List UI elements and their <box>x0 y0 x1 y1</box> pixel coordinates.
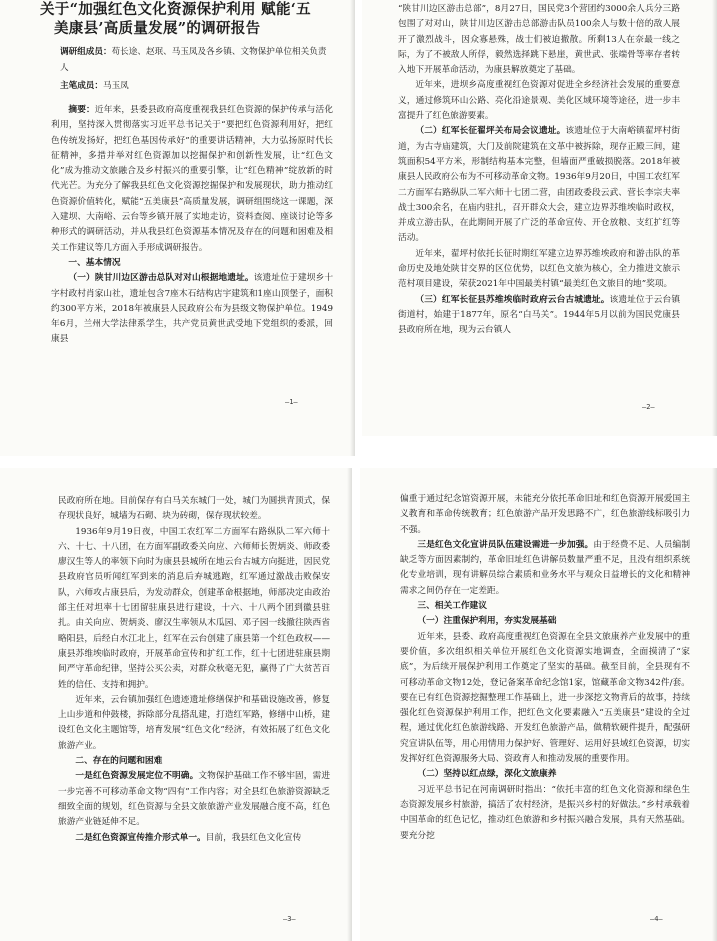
section-2-heading: 二、存在的问题和困难 <box>75 756 163 767</box>
lead-writer-label: 主笔成员： <box>60 81 103 91</box>
page-2-paragraph-2: 近年来，进坝乡高度重视红色资源对促进全乡经济社会发展的重要意义，通过修筑环山公路、亮化沿途景观、美化区域环境等途径，进一步丰富提升了红色旅游要素。 <box>398 80 680 122</box>
report-title-line-2: 美康县’高质量发展”的调研报告 <box>54 20 261 37</box>
page-number-3: —3— <box>283 915 296 923</box>
subsection-2-heading: （二）红军长征翟坪关布局会议遗址。 <box>415 126 566 137</box>
page-3-paragraph-3: 近年来，云台镇加强红色遗迹遗址修缮保护和基础设施改善，修复上山步道和仲鼓楼，拆除部分乱搭乱建，打造红军路，修缮中山桥，建设红色文化主题馆等，培育发展“红色文化”经济，有效拓展了红色文化旅游产业。 <box>58 694 330 751</box>
page-3-paragraph-1: 民政府所在地。目前保存有白马关东城门一处，城门为圆拱青顶式，保存现状良好，城墙为石砌、块为砖砌，保存现状较差。 <box>58 496 330 522</box>
problem-1-text: 文物保护基础工作不够牢固，需进一步完善不可移动革命文物“四有”工作内容；对全县红色旅游资源缺乏细致全面的规划，红色资源与全县文旅旅游产业发展融合度不高，红色旅游产业链延伸不足。 <box>58 771 331 828</box>
suggestion-1-text: 近年来，县委、政府高度重视红色资源在全县文旅康养产业发展中的重要价值，多次组织相关单位开展红色文化资源实地调查，全面摸清了“家底”，为后续开展保护利用工作奠定了坚实的基础。截至目前，全县现有不可移动革命文物12处，登记备案革命纪念馆1家，馆藏革命文物342件/套。要在已有红色资源挖掘整理工作基础上，进一步深挖文物背后的故事，持续强化红色资源保护利用工作，把红色文化要素融入“五美康县”建设的全过程，通过优化红色旅游线路、开发红色旅游产品，做精软硬件提升，配强研究宣讲队伍等，用心用情用力保护好、管理好、运用好县域红色资源，切实发挥好红色资源服务大局、资政育人和推动发展的重要作用。 <box>400 631 690 765</box>
page-2-body <box>398 2 680 339</box>
lead-writer-value: 马玉凤 <box>102 81 129 91</box>
report-title-line-1: 关于“加强红色文化资源保护利用 赋能‘五 <box>40 1 311 18</box>
page-edge-shadow <box>347 468 352 941</box>
problem-2-text: 目前，我县红色文化宣传 <box>205 832 302 843</box>
suggestion-2-text: 习近平总书记在河南调研时指出：“依托丰富的红色文化资源和绿色生态资源发展乡村旅游，搞活了农村经济，是振兴乡村的好做法。”乡村承载着中国革命的红色记忆，推动红色旅游和乡村振兴融合发展，具有天然基础。要充分挖 <box>400 784 690 841</box>
problem-3-heading: 三是红色文化宣讲员队伍建设需进一步加强。 <box>417 539 594 550</box>
page-number-4: —4— <box>650 915 663 923</box>
document-page-1 <box>0 0 355 456</box>
subsection-1-heading: （一）陕甘川边区游击总队对对山根据地遗址。 <box>68 273 254 284</box>
lead-writer <box>60 78 332 94</box>
abstract-label: 摘要： <box>68 105 95 115</box>
problem-2-heading: 二是红色资源宣传推介形式单一。 <box>75 832 206 843</box>
subsection-3-text: 该遗址位于云台镇街道村，始建于1877年，原名“白马关”。1944年5月以前为国民党康县县政府所在地，现为云台镇人 <box>398 294 681 336</box>
problem-3-text: 由于经费不足、人员编制缺乏等方面因素制约，革命旧址红色讲解员数量严重不足，且没有组织系统化专业培训，现有讲解员综合素质和业务水平与观众日益增长的文化和精神需求之间仍存在一定差距。 <box>400 539 691 596</box>
subsection-1-text: 该遗址位于建坝乡十字村政村肖家山社，遗址包含7座木石结构店宇建筑和1座山顶堡子，面积约300平方米，2018年被康县人民政府公布为县级文物保护单位。1949年6月，兰州大学法律系学生，共产党员黄世武受地下党组织的委派，回康县 <box>51 273 334 345</box>
page-4-paragraph-1: 偏重于通过纪念馆资源开展，未能充分依托革命旧址和红色资源开展爱国主义教育和革命传统教育；红色旅游产品开发思路不广，红色旅游线标吸引力不强。 <box>400 494 690 535</box>
abstract-text: 近年来，县委县政府高度重视我县红色资源的保护传承与活化利用，坚持深入贯彻落实习近平总书记关于“要把红色资源利用好，把红色传统发扬好，把红色基因传承好”的重要讲话精神，大力弘扬原时代长征精神，多措并举对红色资源加以挖掘保护和创新性发展，让“红色文化”成为推动文旅融合及乡村振兴的重要引擎，让“红色精神”绽放新的时代光芒。为充分了解我县红色文化资源挖掘保护和发展现状，助力推动红色资源价值转化，赋能“五美康县”高质量发展，调研组围绕这一课题，深入建坝、大南峪、云台等乡镇开展了实地走访，资料查阅、座谈讨论等多种形式的调研活动，并从我县红色资源基本情况及存在的问题和困难及相关工作建议等几方面入手形成调研报告。 <box>51 105 334 253</box>
page-edge-shadow <box>712 0 717 436</box>
problem-1-heading: 一是红色资源发展定位不明确。 <box>75 771 199 782</box>
research-members <box>60 44 332 76</box>
page-edge-shadow <box>712 468 717 941</box>
section-3-heading: 三、相关工作建议 <box>417 601 487 612</box>
page-number-2: —2— <box>642 403 655 411</box>
section-1-heading: 一、基本情况 <box>68 257 121 268</box>
page-2-paragraph-1: “陕甘川边区游击总部”，8月27日，国民党3个营团约3000余人兵分三路包围了对对山，陕甘川边区游击总部游击队员100余人与数十倍的敌人展开了激烈战斗，因众寡悬殊，战士们被迫撤散。所剩13人在奈最一线之际，为了不被敌人所俘，毅然选择跳下悬崖，黄世武、张端骨等率存者转入地下开展革命活动，为康县解放奠定了基础。 <box>398 4 680 76</box>
page-1-body <box>51 103 333 348</box>
report-title <box>40 0 340 38</box>
page-2-paragraph-3: 近年来，翟坪村依托长征时期红军建立边界苏维埃政府和游击队的革命历史及地处陕甘交界的区位优势，以红色文旅为核心，全力推进文旅示范村项目建设，荣获2021年中国最美村镇“最美红色文旅目的地”奖项。 <box>398 248 680 290</box>
document-page-3 <box>0 468 352 941</box>
suggestion-2-heading: （二）坚持以红点绿，深化文旅康养 <box>417 769 557 780</box>
document-page-4 <box>360 468 717 941</box>
page-edge-shadow <box>350 0 355 456</box>
page-4-body <box>400 492 690 844</box>
research-members-label: 调研组成员： <box>60 47 112 57</box>
subsection-2-text: 该遗址位于大南峪镇翟坪村街道，为古寺庙建筑，大门及前院建筑在文革中被拆除，现存正殿三间，建筑面积54平方米，形制结构基本完整，但墙面严重破损脱落。2018年被康县人民政府公布为不可移动革命文物。1936年9月20日，中国工农红军二方面军右路纵队二军六师十七团二营，由团政委段云武、营长李宗夫率战士300余名，在庙内驻扎，召开群众大会，建立边界苏维埃临时政权，并成立游击队，在此期间开展了广泛的革命宣传、开仓放粮、支红扩红等活动。 <box>398 126 681 244</box>
document-page-2 <box>362 0 717 436</box>
page-3-paragraph-2: 1936年9月19日夜，中国工农红军二方面军右路纵队二军六师十六、十七、十八团，在方面军副政委关向应、六师师长贺炳炎、师政委廖汉生等人的率领下向时为康县县城所在地云台古城方向挺进，因民党县政府官员听闻红军到来的消息后弃城逃跑，红军通过激战击败保安队，六师攻占康县后，为发动群众，创建革命根据地，师部决定由政治部主任对坦率十七团留驻康县进行建设，十六、十八两个团到徽县驻扎。由关向应、贺炳炎、廖汉生率领从木瓜园、邓子园一线撤往陕西省略阳县，后经白水江北上，红军在云台创建了康县第一个红色政权——康县苏维埃临时政府，开展革命宣传和扩红工作，红十七团进驻康县期间严守革命纪律，坚持公买公卖，对群众秋毫无犯，赢得了广大贫苦百姓的信任、支持和拥护。 <box>58 526 330 690</box>
subsection-3-heading: （三）红军长征县苏维埃临时政府云台古城遗址。 <box>415 294 610 305</box>
page-number-1: —1— <box>285 398 298 406</box>
suggestion-1-heading: （一）注重保护利用，夯实发展基础 <box>417 616 557 627</box>
research-members-value: 苟长途、赵珉、马玉凤及各乡镇、文物保护单位相关负责人 <box>60 47 327 73</box>
page-3-body <box>58 494 330 846</box>
